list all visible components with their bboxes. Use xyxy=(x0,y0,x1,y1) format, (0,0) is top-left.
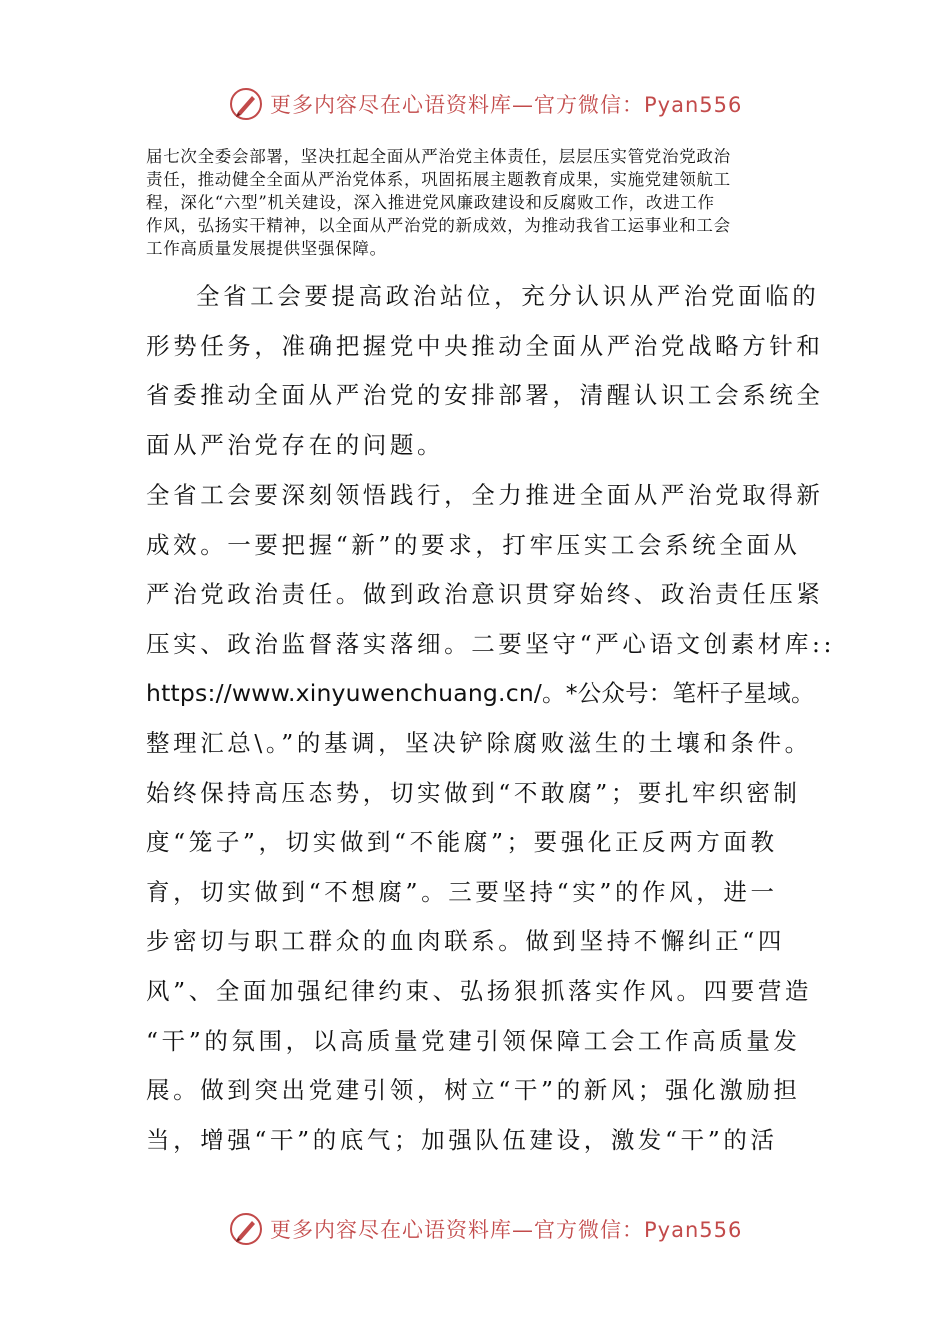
para-line-url: https://www.xinyuwenchuang.cn/。*公众号：笔杆子星域。 xyxy=(146,679,815,708)
banner-dash: — xyxy=(512,93,534,117)
para-line: 省委推动全面从严治党的安排部署，清醒认识工会系统全 xyxy=(146,381,824,410)
para-line: 全省工会要深刻领悟践行，全力推进全面从严治党取得新 xyxy=(146,481,824,509)
para-line: 形势任务，准确把握党中央推动全面从严治党战略方针和 xyxy=(146,331,824,360)
pen-logo-icon xyxy=(228,86,264,122)
pen-logo-icon xyxy=(228,1211,264,1247)
para-line: 面从严治党存在的问题。 xyxy=(146,430,445,459)
para-line: 育，切实做到“不想腐”。三要坚持“实”的作风，进一 xyxy=(146,877,778,906)
para-line: 成效。一要把握“新”的要求，打牢压实工会系统全面从 xyxy=(146,530,801,559)
banner-text xyxy=(270,1214,742,1244)
para-line: 全省工会要提高政治站位，充分认识从严治党面临的 xyxy=(196,282,820,310)
intro-line: 程，深化“六型”机关建设，深入推进党风廉政建设和反腐败工作，改进工作 xyxy=(146,193,715,212)
banner-lead: 更多内容尽在心语资料库 xyxy=(270,1218,512,1242)
body-paragraph-2 xyxy=(146,471,836,1165)
para-line: 始终保持高压态势，切实做到“不敢腐”；要扎牢织密制 xyxy=(146,778,801,807)
para-line: 当，增强“干”的底气；加强队伍建设，激发“干”的活 xyxy=(146,1125,778,1154)
para-line: 步密切与职工群众的血肉联系。做到坚持不懈纠正“四 xyxy=(146,927,785,956)
para-line: 严治党政治责任。做到政治意识贯穿始终、政治责任压紧 xyxy=(146,580,824,609)
footer-banner xyxy=(228,1209,742,1249)
para-line: 压实、政治监督落实落细。二要坚守“严心语文创素材库:: xyxy=(146,629,836,658)
banner-wechat: 官方微信：Pyan556 xyxy=(534,1218,743,1242)
para-line: 风”、全面加强纪律约束、弘扬狠抓落实作风。四要营造 xyxy=(146,976,813,1005)
para-line: “干”的氛围，以高质量党建引领保障工会工作高质量发 xyxy=(146,1026,801,1055)
para-line: 展。做到突出党建引领，树立“干”的新风；强化激励担 xyxy=(146,1076,801,1105)
banner-wechat: 官方微信：Pyan556 xyxy=(534,93,743,117)
para-line: 度“笼子”，切实做到“不能腐”；要强化正反两方面教 xyxy=(146,828,778,857)
body-paragraph-1 xyxy=(146,272,826,470)
para-line: 整理汇总\。”的基调，坚决铲除腐败滋生的土壤和条件。 xyxy=(146,728,812,757)
intro-line: 责任，推动健全全面从严治党体系，巩固拓展主题教育成果，实施党建领航工 xyxy=(146,170,731,189)
banner-dash: — xyxy=(512,1218,534,1242)
intro-line: 工作高质量发展提供坚强保障。 xyxy=(146,239,387,258)
banner-lead: 更多内容尽在心语资料库 xyxy=(270,93,512,117)
intro-paragraph xyxy=(146,145,806,260)
intro-line: 届七次全委会部署，坚决扛起全面从严治党主体责任，层层压实管党治党政治 xyxy=(146,147,731,166)
banner-text xyxy=(270,89,742,119)
intro-line: 作风，弘扬实干精神，以全面从严治党的新成效，为推动我省工运事业和工会 xyxy=(146,216,731,235)
header-banner xyxy=(228,84,742,124)
